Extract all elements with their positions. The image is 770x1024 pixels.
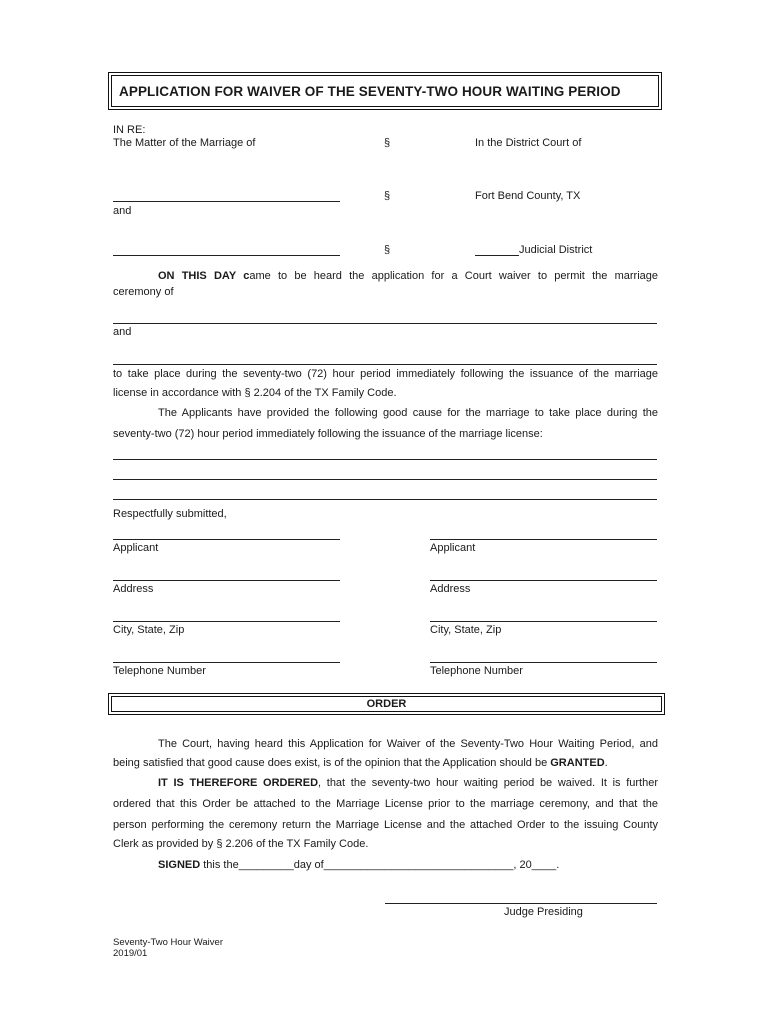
order-line-4: ordered that this Order be attached to the Marriage License prior to the marriage ceremony, and that the [113, 798, 658, 810]
ceremony-of-label: ceremony of [113, 286, 174, 298]
applicant-2-signature-field[interactable] [430, 539, 657, 540]
applicant-1-label: Applicant [113, 542, 159, 554]
court-label: In the District Court of [475, 137, 582, 149]
applicant-1-field[interactable] [113, 323, 657, 324]
applicant-1-phone-label: Telephone Number [113, 665, 206, 677]
section-symbol-1: § [384, 137, 391, 149]
ordered-bold: IT IS THEREFORE ORDERED [158, 777, 319, 789]
on-this-day-bold: ON THIS DAY c [158, 270, 250, 282]
order-line-2 [113, 757, 608, 770]
judge-signature-field[interactable] [385, 903, 657, 904]
page-title: APPLICATION FOR WAIVER OF THE SEVENTY-TWO HOUR WAITING PERIOD [111, 75, 659, 107]
applicant-1-city-label: City, State, Zip [113, 624, 185, 636]
on-this-day-text: ame to be heard the application for a Court waiver to permit the marriage [249, 270, 658, 282]
applicant-2-phone-field[interactable] [430, 662, 657, 663]
party-2-name-field[interactable] [113, 255, 340, 256]
applicant-1-signature-field[interactable] [113, 539, 340, 540]
footer-form-name: Seventy-Two Hour Waiver [113, 937, 223, 948]
applicant-2-city-field[interactable] [430, 621, 657, 622]
applicant-2-phone-label: Telephone Number [430, 665, 523, 677]
good-cause-field-2[interactable] [113, 479, 657, 480]
in-re-label: IN RE: [113, 124, 146, 136]
order-line-2-text: being satisfied that good cause does exist, is of the opinion that the Application should be [113, 757, 551, 769]
signed-bold: SIGNED [158, 859, 201, 871]
order-line-1 [113, 734, 658, 754]
applicant-2-city-label: City, State, Zip [430, 624, 502, 636]
caption-and-label: and [113, 205, 132, 217]
order-line-3 [113, 773, 658, 793]
applicant-2-address-field[interactable] [430, 580, 657, 581]
district-number-field[interactable] [475, 255, 519, 256]
take-place-line-1: to take place during the seventy-two (72) hour period immediately following the issuance of the marriage [113, 368, 658, 380]
application-paragraph [113, 266, 658, 286]
take-place-line-2: license in accordance with § 2.204 of the TX Family Code. [113, 387, 397, 399]
signed-text: this the_________day of_______________________________, 20____. [200, 859, 560, 871]
applicant-1-city-field[interactable] [113, 621, 340, 622]
footer-revision: 2019/01 [113, 948, 148, 959]
applicant-2-label: Applicant [430, 542, 476, 554]
order-line-5: person performing the ceremony return the Marriage License and the attached Order to the issuing County [113, 819, 658, 831]
order-heading-box [108, 693, 665, 715]
order-heading: ORDER [111, 696, 662, 712]
respectfully-submitted: Respectfully submitted, [113, 508, 227, 520]
applicant-2-address-label: Address [430, 583, 471, 595]
applicant-1-phone-field[interactable] [113, 662, 340, 663]
judge-label: Judge Presiding [504, 906, 583, 918]
section-symbol-2: § [384, 190, 391, 202]
party-1-name-field[interactable] [113, 201, 340, 202]
good-cause-field-3[interactable] [113, 499, 657, 500]
granted-period: . [604, 757, 608, 769]
order-line-1-text: The Court, having heard this Application for Waiver of the Seventy-Two Hour Waiting Period, and [158, 738, 658, 750]
granted-text: GRANTED [550, 757, 605, 769]
good-cause-line-1 [113, 403, 658, 423]
district-label: Judicial District [519, 244, 593, 256]
good-cause-field-1[interactable] [113, 459, 657, 460]
applicant-1-address-field[interactable] [113, 580, 340, 581]
signed-line [158, 859, 559, 872]
ordered-text: , that the seventy-two hour waiting period be waived. It is further [318, 777, 659, 789]
county-label: Fort Bend County, TX [475, 190, 581, 202]
order-line-6: Clerk as provided by § 2.206 of the TX Family Code. [113, 838, 369, 850]
title-box [108, 72, 662, 110]
application-and-label: and [113, 326, 132, 338]
section-symbol-3: § [384, 244, 391, 256]
good-cause-line-2: seventy-two (72) hour period immediately following the issuance of the marriage license: [113, 428, 543, 440]
matter-label: The Matter of the Marriage of [113, 137, 256, 149]
good-cause-text: The Applicants have provided the following good cause for the marriage to take place during the [158, 407, 658, 419]
applicant-1-address-label: Address [113, 583, 154, 595]
